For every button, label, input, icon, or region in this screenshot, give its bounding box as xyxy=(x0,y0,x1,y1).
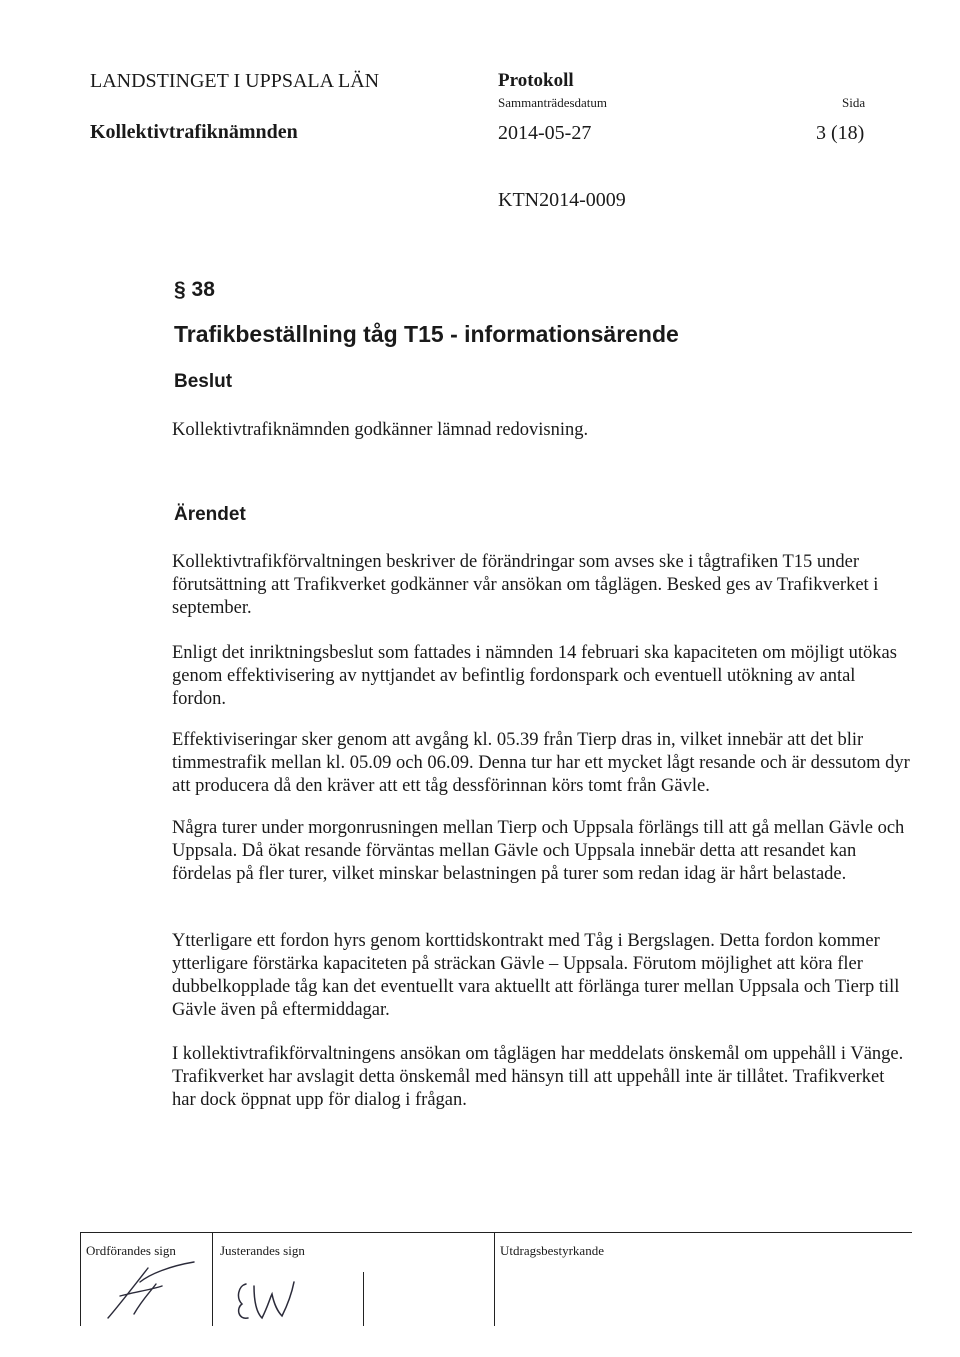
section-number: § 38 xyxy=(174,278,215,301)
signature-divider xyxy=(363,1272,364,1326)
adjuster-signature-mark xyxy=(230,1276,310,1326)
arendet-paragraph-4: Några turer under morgonrusningen mellan Tierp och Uppsala förlängs till att gå mellan Gävle och Uppsala. Då ökat resande förväntas mellan Gävle och Uppsala innebär detta att resandet kan fördelas på fler turer, vilket minskar belastningen på turer som redan idag är hårt belastade. xyxy=(172,818,905,884)
date-label: Sammanträdesdatum xyxy=(498,95,608,110)
certifier-label: Utdragsbestyrkande xyxy=(500,1243,604,1258)
adjuster-sign-label: Justerandes sign xyxy=(220,1243,305,1258)
signature-top-rule xyxy=(80,1232,912,1233)
meeting-date: 2014-05-27 xyxy=(498,122,592,144)
chair-sign-label: Ordförandes sign xyxy=(86,1243,176,1258)
signature-divider xyxy=(494,1232,495,1326)
arendet-paragraph-6: I kollektivtrafikförvaltningens ansökan om tåglägen har meddelats önskemål om uppehåll i Vänge. Trafikverket har avslagit detta önskemål med hänsyn till att uppehåll inte är tillåtet. Trafikverket har dock öppnat upp för dialog i frågan. xyxy=(172,1044,904,1110)
arendet-paragraph-3: Effektiviseringar sker genom att avgång kl. 05.39 från Tierp dras in, vilket innebär att det blir timmestrafik mellan kl. 05.09 och 06.09. Denna tur har ett mycket lågt resande och är dessutom dyr att producera då den kräver att ett tåg dessförinnan körs tomt från Gävle. xyxy=(172,730,910,796)
signature-divider xyxy=(212,1232,213,1326)
arendet-paragraph-5: Ytterligare ett fordon hyrs genom korttidskontrakt med Tåg i Bergslagen. Detta fordon kommer ytterligare förstärka kapaciteten på sträckan Gävle – Uppsala. Förutom möjlighet att köra fler dubbelkopplade tåg kan det eventuellt vara aktuellt att förlänga turer mellan Uppsala och Tierp till Gävle även på eftermiddagar. xyxy=(172,931,900,1020)
arendet-paragraph-1: Kollektivtrafikförvaltningen beskriver de förändringar som avses ske i tågtrafiken T15 under förutsättning att Trafikverket godkänner vår ansökan om tåglägen. Besked ges av Trafikverket i september. xyxy=(172,552,879,618)
page-number: 3 (18) xyxy=(816,122,865,144)
committee-name: Kollektivtrafiknämnden xyxy=(90,121,298,143)
chair-signature-mark xyxy=(90,1256,200,1326)
signature-box xyxy=(80,1232,912,1326)
arendet-paragraph-2: Enligt det inriktningsbeslut som fattades i nämnden 14 februari ska kapaciteten om möjligt utökas genom effektivisering av nyttjandet av befintlig fordonspark och eventuell utökning av antal fordon. xyxy=(172,643,897,709)
section-title: Trafikbeställning tåg T15 - informationsärende xyxy=(174,321,679,347)
signature-divider xyxy=(80,1232,81,1326)
organization-name: LANDSTINGET I UPPSALA LÄN xyxy=(90,70,380,92)
case-number: KTN2014-0009 xyxy=(498,189,626,211)
beslut-heading: Beslut xyxy=(174,371,233,392)
arendet-heading: Ärendet xyxy=(174,504,246,525)
page-label: Sida xyxy=(842,95,866,110)
document-type: Protokoll xyxy=(498,70,574,91)
beslut-text: Kollektivtrafiknämnden godkänner lämnad redovisning. xyxy=(172,420,589,440)
